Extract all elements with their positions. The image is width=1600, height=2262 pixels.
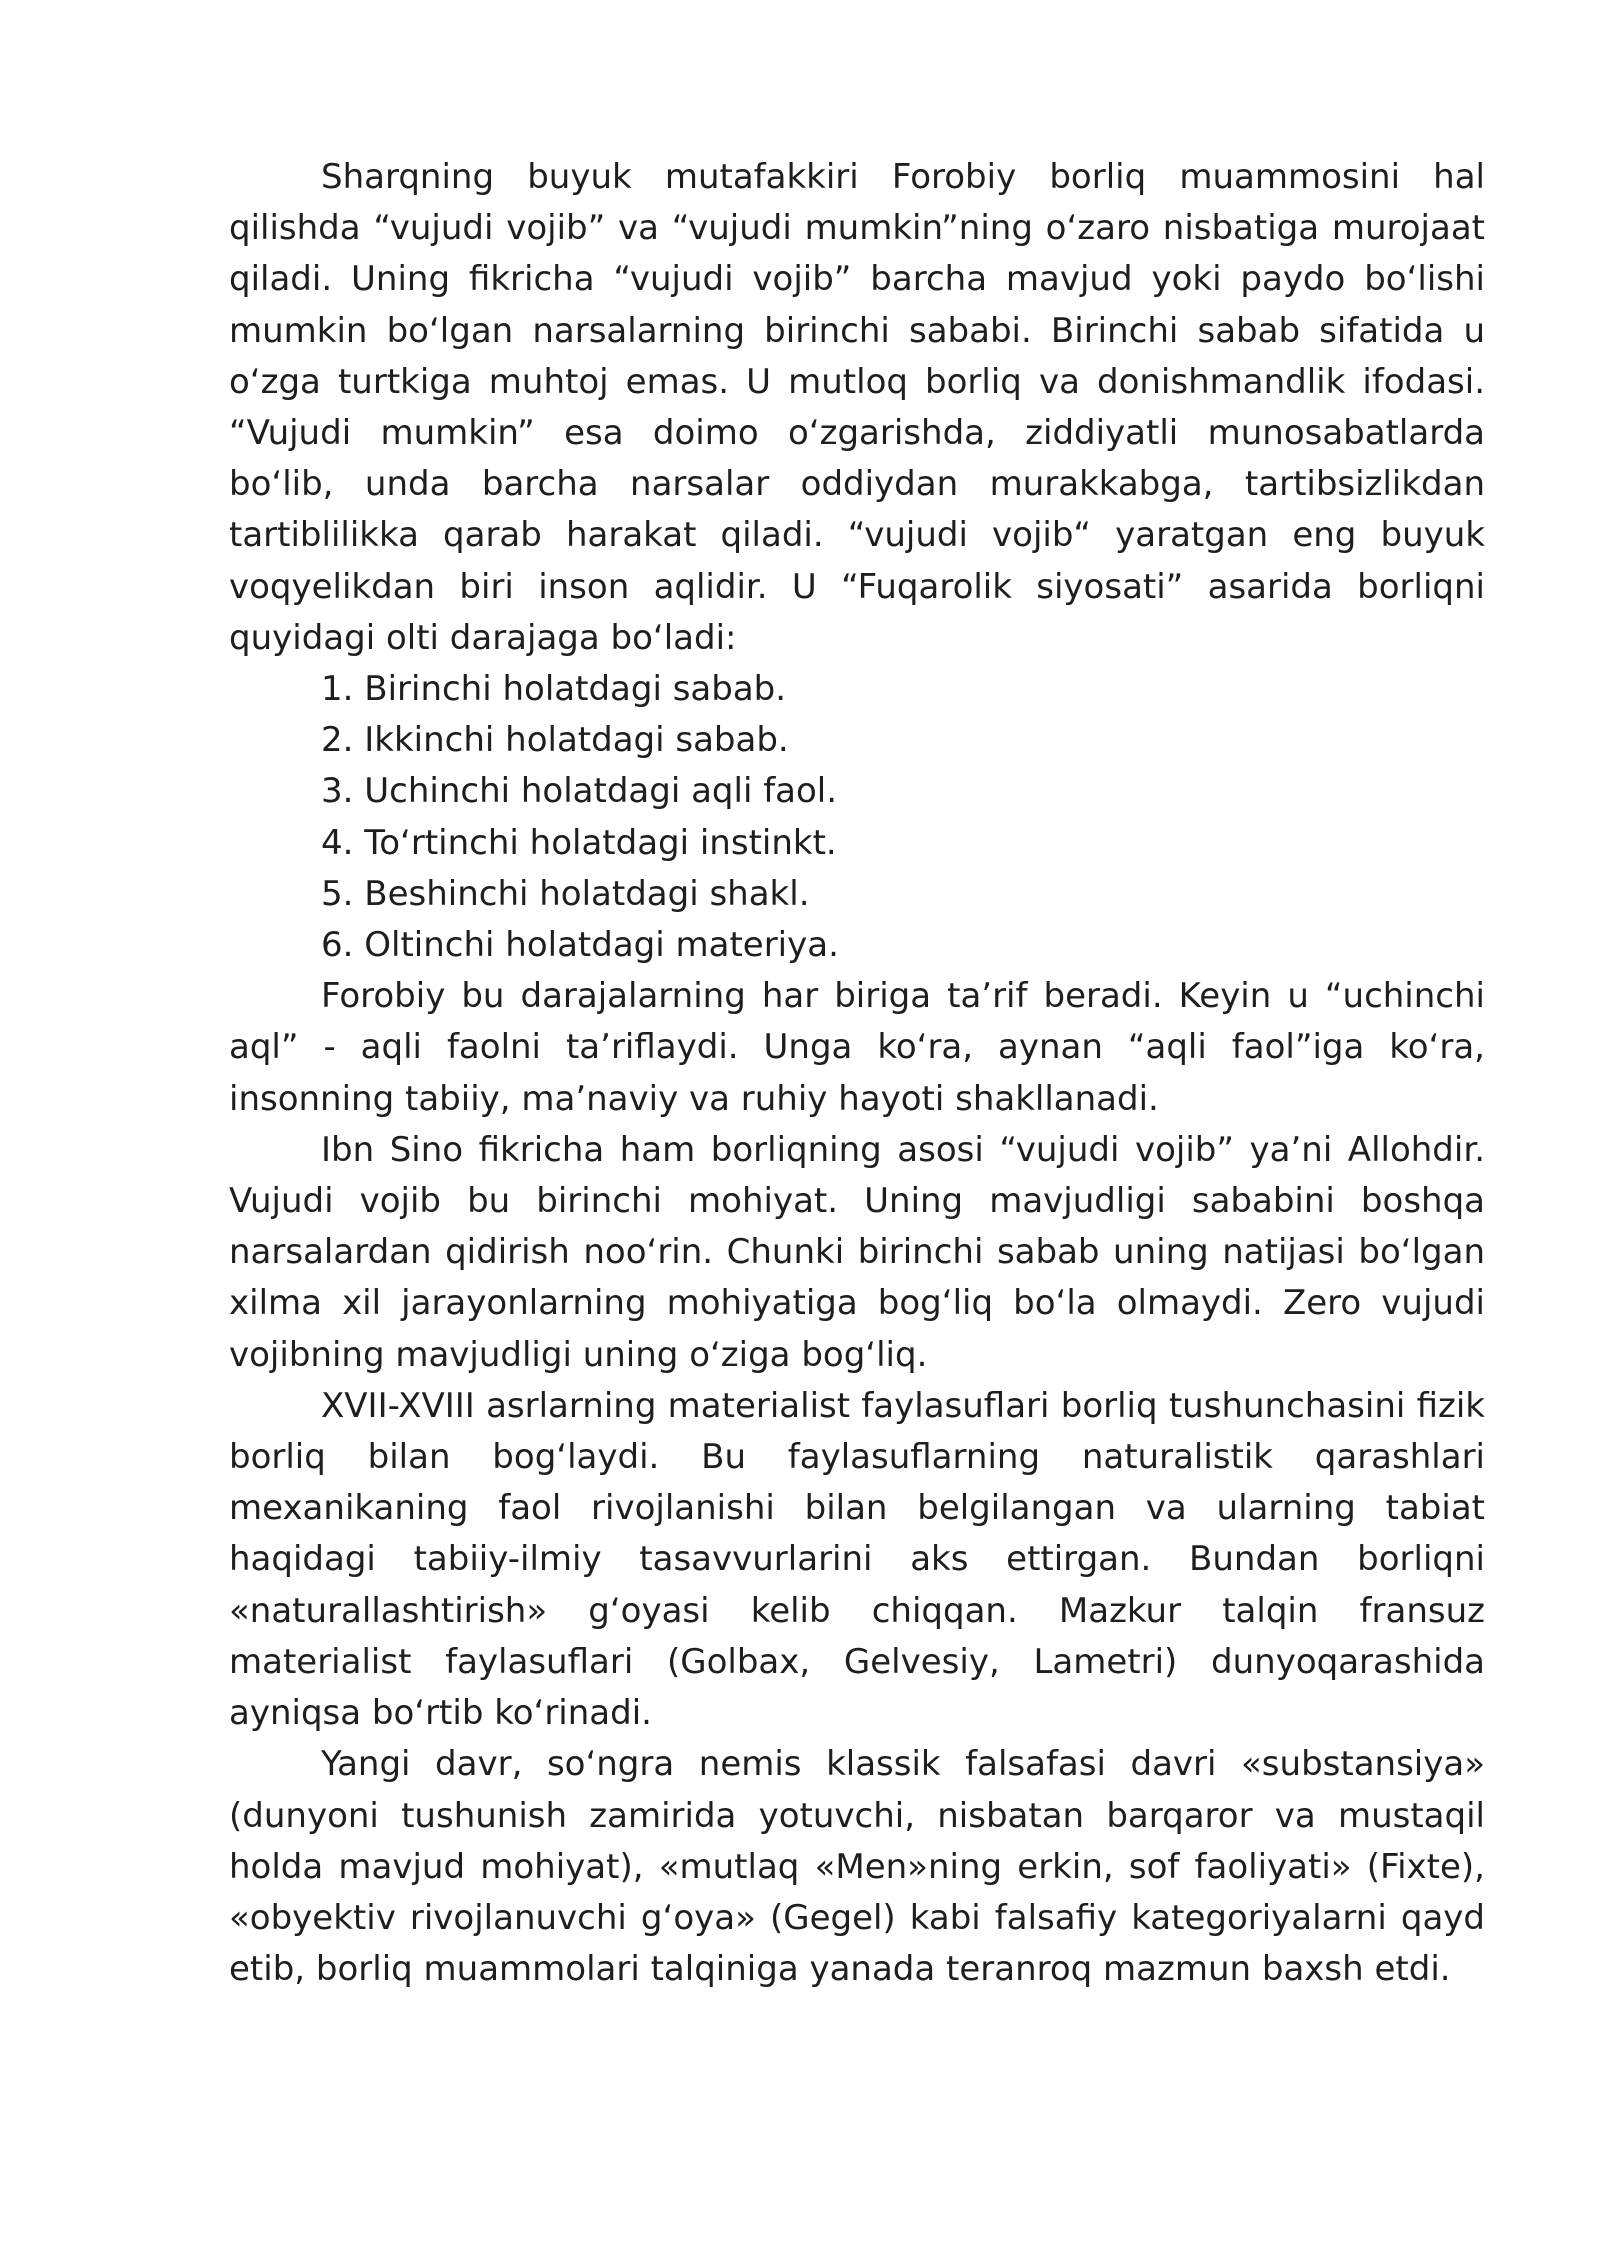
- list-item: 2. Ikkinchi holatdagi sabab.: [321, 720, 789, 761]
- paragraph-ibn-sino: Ibn Sino fikricha ham borliqning asosi “vujudi vojib” ya’ni Allohdir. Vujudi vojib bu birinchi mohiyat. Uning mavjudligi sababini boshqa narsalardan qidirish noo‘rin. Chunki birinchi sabab uning natijasi bo‘lgan xilma xil jarayonlarning mohiyatiga bog‘liq bo‘la olmaydi. Zero vujudi vojibning mavjudligi uning o‘ziga bog‘liq.: [229, 1129, 1485, 1375]
- paragraph-materialists: XVII-XVIII asrlarning materialist faylasuflari borliq tushunchasini fizik borliq bilan bog‘laydi. Bu faylasuflarning naturalistik qarashlari mexanikaning faol rivojlanishi bilan belgilangan va ularning tabiat haqidagi tabiiy-ilmiy tasavvurlarini aks ettirgan. Bundan borliqni «naturallashtirish» g‘oyasi kelib chiqqan. Mazkur talqin fransuz materialist faylasuflari (Golbax, Gelvesiy, Lametri) dunyoqarashida ayniqsa bo‘rtib ko‘rinadi.: [229, 1385, 1485, 1734]
- paragraph-forobiy-definitions: Forobiy bu darajalarning har biriga ta’rif beradi. Keyin u “uchinchi aql” - aqli faolni ta’riflaydi. Unga ko‘ra, aynan “aqli faol”iga ko‘ra, insonning tabiiy, ma’naviy va ruhiy hayoti shakllanadi.: [229, 976, 1485, 1119]
- list-item: 1. Birinchi holatdagi sabab.: [321, 669, 787, 710]
- text-body: [229, 152, 1485, 1995]
- list-item: 6. Oltinchi holatdagi materiya.: [321, 925, 839, 966]
- levels-list: [229, 664, 1485, 971]
- list-item: 4. To‘rtinchi holatdagi instinkt.: [321, 822, 837, 863]
- paragraph-forobiy-intro: Sharqning buyuk mutafakkiri Forobiy borliq muammosini hal qilishda “vujudi vojib” va “vujudi mumkin”ning o‘zaro nisbatiga murojaat qiladi. Uning fikricha “vujudi vojib” barcha mavjud yoki paydo bo‘lishi mumkin bo‘lgan narsalarning birinchi sababi. Birinchi sabab sifatida u o‘zga turtkiga muhtoj emas. U mutloq borliq va donishmandlik ifodasi. “Vujudi mumkin” esa doimo o‘zgarishda, ziddiyatli munosabatlarda bo‘lib, unda barcha narsalar oddiydan murakkabga, tartibsizlikdan tartiblilikka qarab harakat qiladi. “vujudi vojib“ yaratgan eng buyuk voqyelikdan biri inson aqlidir. U “Fuqarolik siyosati” asarida borliqni quyidagi olti darajaga bo‘ladi:: [229, 157, 1485, 658]
- list-item: 3. Uchinchi holatdagi aqli faol.: [321, 771, 838, 812]
- paragraph-new-era: Yangi davr, so‘ngra nemis klassik falsafasi davri «substansiya» (dunyoni tushunish zamirida yotuvchi, nisbatan barqaror va mustaqil holda mavjud mohiyat), «mutlaq «Men»ning erkin, sof faoliyati» (Fixte), «obyektiv rivojlanuvchi g‘oya» (Gegel) kabi falsafiy kategoriyalarni qayd etib, borliq muammolari talqiniga yanada teranroq mazmun baxsh etdi.: [229, 1744, 1485, 1990]
- list-item: 5. Beshinchi holatdagi shakl.: [321, 873, 810, 914]
